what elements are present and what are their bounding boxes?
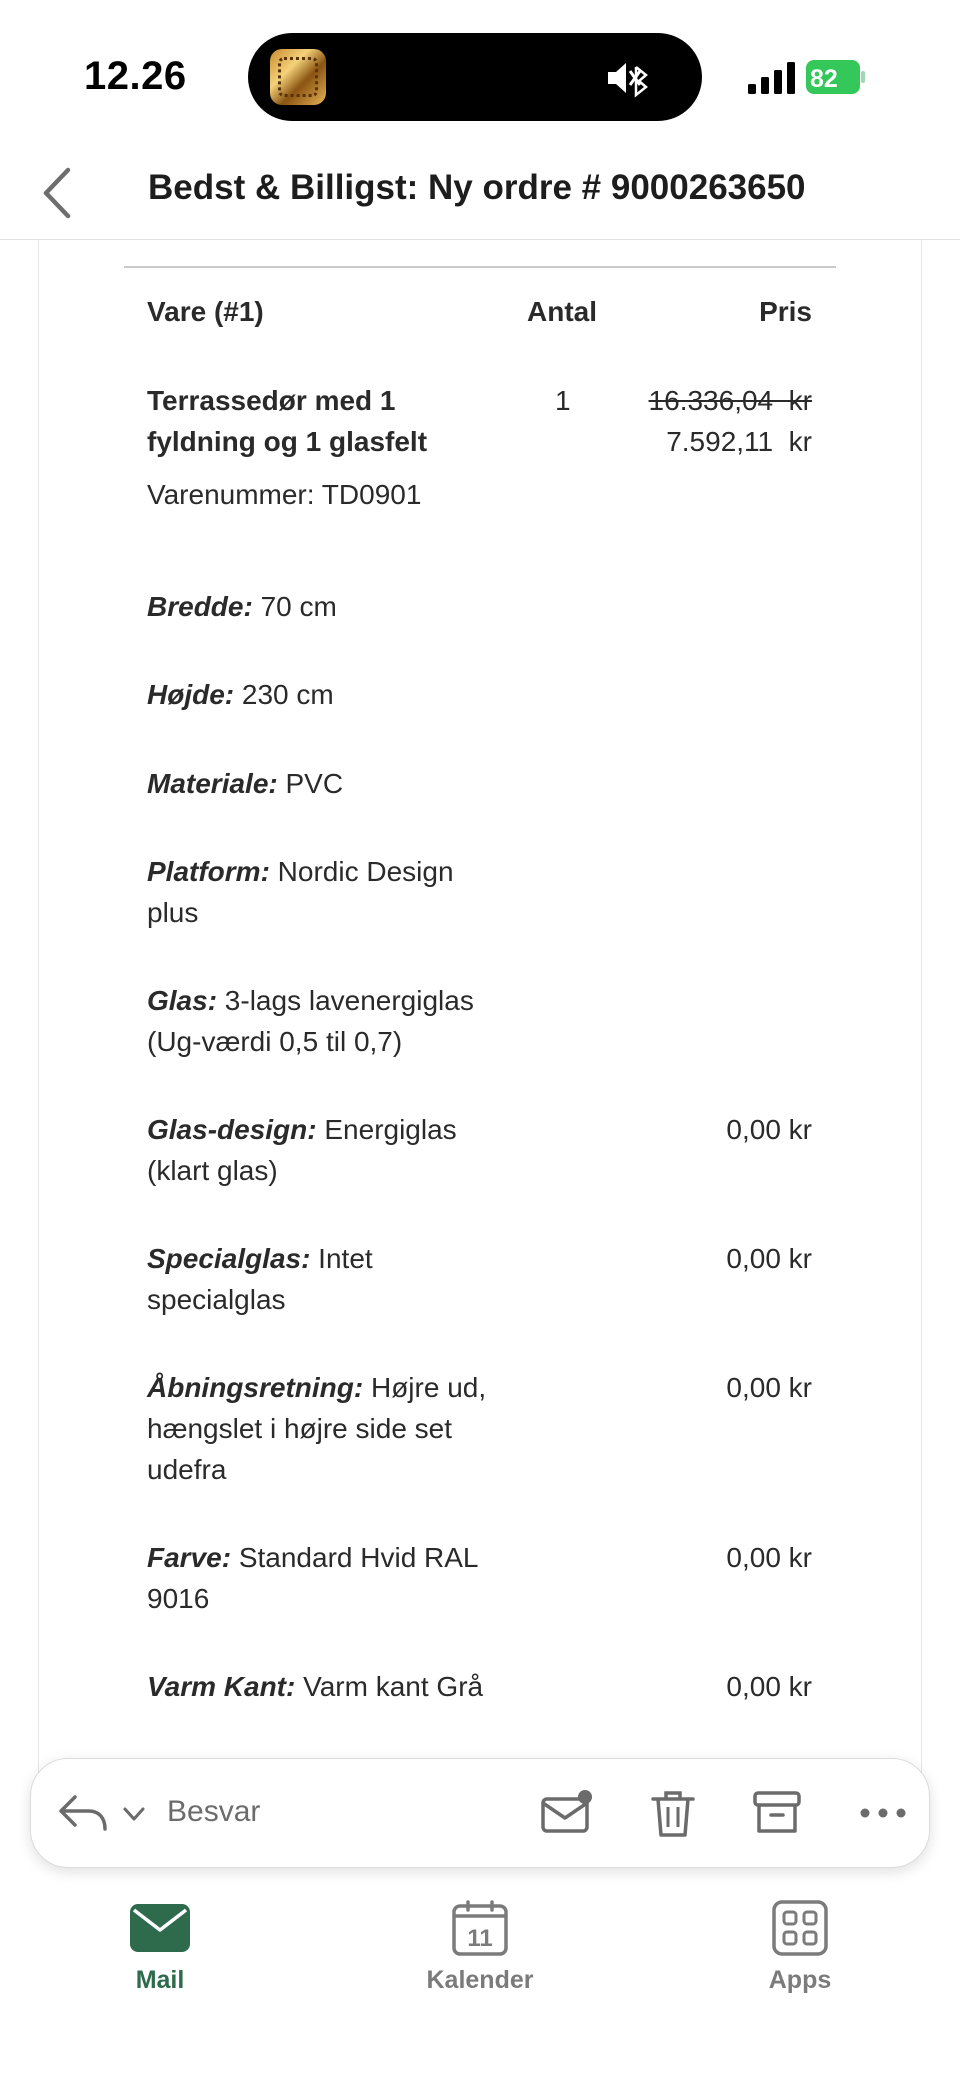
mail-header	[0, 150, 960, 240]
item-original-price: 16.336,04 kr	[648, 385, 812, 416]
item-name-line2: fyldning og 1 glasfelt	[147, 426, 428, 457]
archive-icon[interactable]	[749, 1785, 805, 1841]
attr-farve: Farve: Standard Hvid RAL 9016	[147, 1542, 478, 1614]
attr-abningsretning: Åbningsretning: Højre ud, hængslet i højre side set udefra	[147, 1372, 487, 1485]
more-icon[interactable]	[855, 1785, 911, 1841]
mail-icon	[130, 1900, 190, 1956]
attr-varm-kant: Varm Kant: Varm kant Grå	[147, 1671, 484, 1702]
attr-farve-price: 0,00 kr	[726, 1542, 812, 1573]
bluetooth-mute-icon	[606, 57, 648, 99]
mail-action-bar	[30, 1758, 930, 1868]
attr-glas-design: Glas-design: Energiglas (klart glas)	[147, 1114, 457, 1186]
attr-materiale: Materiale: PVC	[147, 768, 344, 799]
dynamic-island[interactable]	[248, 33, 702, 121]
back-chevron-icon[interactable]	[38, 162, 82, 224]
column-header-price: Pris	[759, 296, 812, 327]
attr-specialglas-price: 0,00 kr	[726, 1243, 812, 1274]
item-name-line1: Terrassedør med 1	[147, 385, 396, 416]
item-quantity: 1	[555, 385, 571, 416]
item-sku: Varenummer: TD0901	[147, 479, 422, 510]
attr-hojde: Højde: 230 cm	[147, 679, 334, 710]
tab-kalender[interactable]	[380, 1900, 580, 2010]
chevron-down-icon[interactable]	[121, 1801, 147, 1827]
attr-specialglas: Specialglas: Intet specialglas	[147, 1243, 373, 1315]
item-sale-price: 7.592,11 kr	[666, 426, 812, 457]
tab-apps[interactable]	[700, 1900, 900, 2010]
mark-unread-icon[interactable]	[539, 1785, 595, 1841]
battery-icon	[806, 60, 866, 94]
tab-mail[interactable]	[60, 1900, 260, 2010]
now-playing-artwork[interactable]	[270, 49, 326, 105]
tab-apps-label: Apps	[768, 1966, 832, 1994]
apps-icon	[770, 1900, 830, 1956]
attr-glas: Glas: 3-lags lavenergiglas (Ug-værdi 0,5 til 0,7)	[147, 985, 474, 1057]
tab-kalender-label: Kalender	[426, 1966, 534, 1994]
tab-mail-label: Mail	[135, 1966, 185, 1994]
attr-abningsretning-price: 0,00 kr	[726, 1372, 812, 1403]
status-time: 12.26	[84, 54, 187, 98]
attr-bredde: Bredde: 70 cm	[147, 591, 337, 622]
mail-subject: Bedst & Billigst: Ny ordre # 9000263650	[148, 168, 806, 207]
calendar-day: 11	[467, 1925, 493, 1952]
attr-varm-kant-price: 0,00 kr	[726, 1671, 812, 1702]
calendar-icon	[450, 1900, 510, 1956]
column-header-item: Vare (#1)	[147, 296, 264, 327]
column-header-qty: Antal	[527, 296, 597, 327]
reply-icon[interactable]	[57, 1789, 109, 1837]
trash-icon[interactable]	[645, 1785, 701, 1841]
status-bar	[0, 0, 960, 150]
cellular-signal-icon	[748, 62, 796, 94]
attr-glas-design-price: 0,00 kr	[726, 1114, 812, 1145]
reply-button[interactable]: Besvar	[167, 1795, 261, 1828]
table-divider	[124, 266, 836, 268]
attr-platform: Platform: Nordic Design plus	[147, 856, 454, 928]
battery-level: 82	[810, 65, 838, 93]
